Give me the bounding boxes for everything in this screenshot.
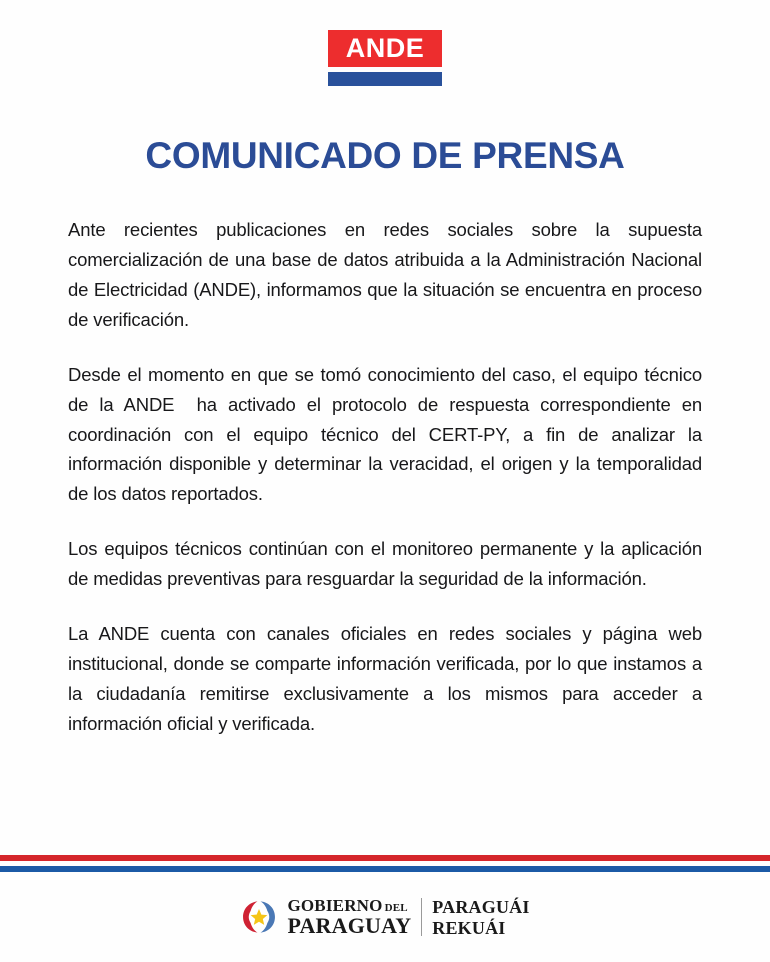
gov-text-block [287,897,529,937]
paragraph-3: Los equipos técnicos continúan con el monitoreo permanente y la aplicación de medidas preventivas para resguardar la seguridad de la información. [68,538,707,590]
gov-word-del: DEL [384,902,408,914]
document-header [0,0,770,86]
ande-logo [328,30,442,86]
ande-logo-red-box [328,30,442,67]
paragraph-1: Ante recientes publicaciones en redes sociales sobre la supuesta comercialización de una base de datos atribuida a la Administración Nacional de Electricidad (ANDE), informamos que la situación se encuentra en proceso de verificación. [68,218,707,330]
ande-logo-blue-bar [328,72,442,86]
ande-wordmark: ANDE [345,32,425,63]
body-content [68,177,707,740]
gov-word-paraguai: PARAGUÁI [432,896,530,917]
paragraph-2: Desde el momento en que se tomó conocimiento del caso, el equipo técnico de la ANDE ha activado el protocolo de respuesta correspondiente en coordinación con el equipo técnico del CERT-PY, a fin de analizar la información disponible y determinar la veracidad, el origen y la temporalidad de los datos reportados. [68,363,707,505]
gov-line-gobierno-del [287,897,407,914]
gov-word-gobierno: GOBIERNO [287,896,383,915]
gov-guarani-name [432,898,529,937]
title-container [0,136,770,177]
gobierno-paraguay-logo [240,897,529,937]
gov-vertical-divider [421,898,422,936]
gov-word-rekuai: REKUÁI [432,917,506,938]
layout-spacer [0,739,770,855]
paraguay-flag-rule [0,855,770,872]
page-title: COMUNICADO DE PRENSA [145,135,625,176]
gov-word-paraguay: PARAGUAY [287,913,412,938]
paragraph-4: La ANDE cuenta con canales oficiales en redes sociales y página web institucional, donde se comparte información verificada, por lo que instamos a la ciudadanía remitirse exclusivamente a los mismos para acceder a información oficial y verificada. [68,623,707,735]
document-footer [0,872,770,962]
paraguay-coat-of-arms-icon [240,898,278,936]
gov-spanish-name [287,897,411,937]
